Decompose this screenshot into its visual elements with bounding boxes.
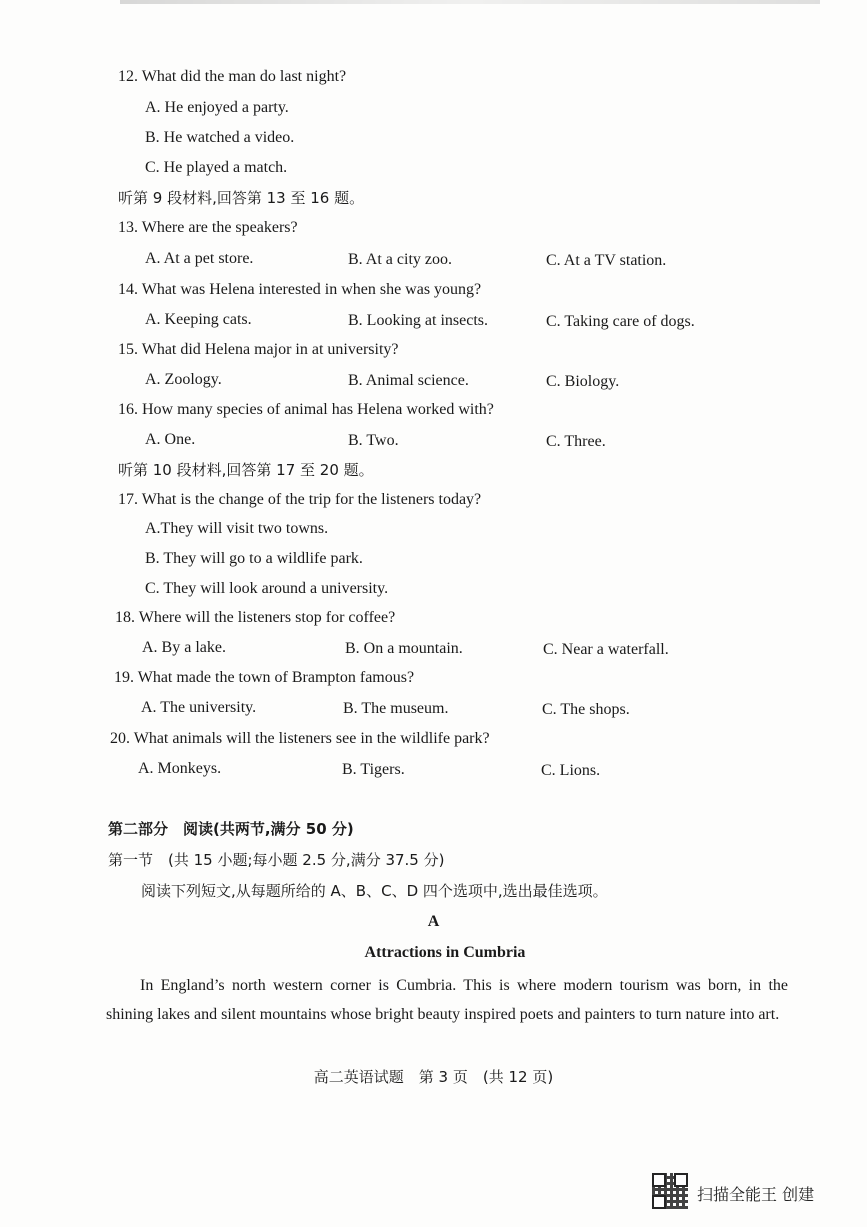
question-15: 15. What did Helena major in at university? [118,341,399,358]
scan-edge [120,0,820,4]
passage-letter: A [427,913,440,930]
option-13b: B. At a city zoo. [348,251,452,268]
option-17a: A.They will visit two towns. [145,520,329,537]
qr-code-icon [652,1173,688,1209]
question-12: 12. What did the man do last night? [118,68,347,85]
passage-title: Attractions in Cumbria [364,944,526,961]
option-18a: A. By a lake. [142,639,226,656]
option-19a: A. The university. [141,699,257,716]
option-14c: C. Taking care of dogs. [546,313,695,330]
option-18b: B. On a mountain. [345,640,463,657]
question-16: 16. How many species of animal has Helena worked with? [118,401,494,418]
question-13: 13. Where are the speakers? [118,219,298,236]
instruction-section9: 听第 9 段材料,回答第 13 至 16 题。 [118,189,365,207]
question-20: 20. What animals will the listeners see in the wildlife park? [110,730,490,747]
question-14: 14. What was Helena interested in when she was young? [118,281,482,298]
scanner-watermark: 扫描全能王 创建 [697,1185,815,1204]
option-13c: C. At a TV station. [546,252,667,269]
option-15b: B. Animal science. [348,372,469,389]
option-16c: C. Three. [546,433,606,450]
option-14a: A. Keeping cats. [145,311,252,328]
option-20c: C. Lions. [541,762,601,779]
passage-paragraph: In England’s north western corner is Cumbria. This is where modern tourism was born, in the shining lakes and silent mountains whose bright beauty inspired poets and painters to turn nature into art. [106,977,788,1023]
part2-section1: 第一节 (共 15 小题;每小题 2.5 分,满分 37.5 分) [108,851,445,869]
option-16b: B. Two. [348,432,399,449]
page-footer: 高二英语试题 第 3 页 (共 12 页) [313,1068,554,1086]
option-20a: A. Monkeys. [138,760,222,777]
option-12a: A. He enjoyed a party. [145,99,289,116]
option-19c: C. The shops. [542,701,630,718]
question-18: 18. Where will the listeners stop for coffee? [115,609,396,626]
option-13a: A. At a pet store. [145,250,254,267]
option-12c: C. He played a match. [145,159,288,176]
option-15c: C. Biology. [546,373,620,390]
option-17c: C. They will look around a university. [145,580,389,597]
option-12b: B. He watched a video. [145,129,295,146]
question-19: 19. What made the town of Brampton famous? [114,669,415,686]
option-16a: A. One. [145,431,196,448]
part2-directions: 阅读下列短文,从每题所给的 A、B、C、D 四个选项中,选出最佳选项。 [141,882,608,900]
option-17b: B. They will go to a wildlife park. [145,550,363,567]
option-14b: B. Looking at insects. [348,312,488,329]
instruction-section10: 听第 10 段材料,回答第 17 至 20 题。 [118,461,374,479]
option-19b: B. The museum. [343,700,449,717]
option-20b: B. Tigers. [342,761,405,778]
option-15a: A. Zoology. [145,371,222,388]
part2-title: 第二部分 阅读(共两节,满分 50 分) [108,820,354,838]
question-17: 17. What is the change of the trip for the listeners today? [118,491,482,508]
option-18c: C. Near a waterfall. [543,641,669,658]
